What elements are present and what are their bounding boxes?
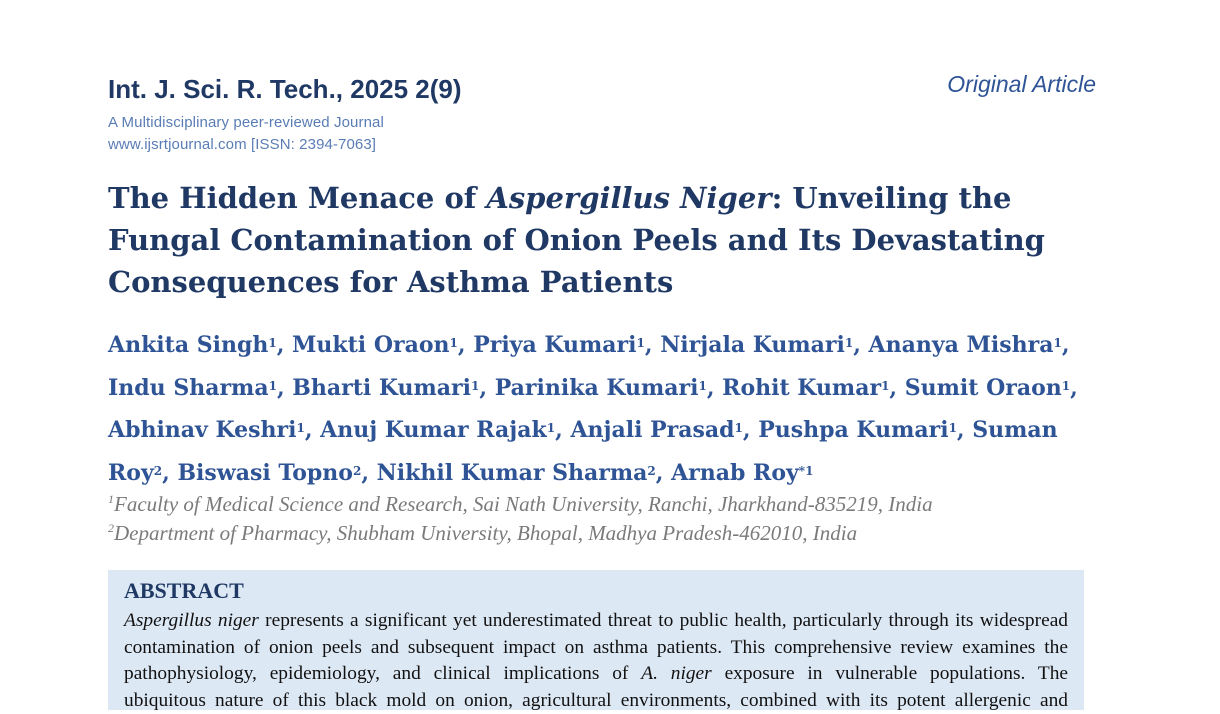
abstract-line-1-text: represents a significant yet underestimated threat to public health, particularly through its widespread [259, 610, 1068, 631]
affiliation-1-text: Faculty of Medical Science and Research, Sai Nath University, Ranchi, Jharkhand-835219, India [114, 492, 933, 516]
author-name-text: Anjali Prasad [570, 417, 734, 443]
author-affiliation-mark: 1 [735, 421, 743, 435]
author-name-text: Rohit Kumar [722, 375, 881, 401]
title-species: Aspergillus Niger [486, 181, 771, 215]
author-affiliation-mark: 1 [845, 336, 853, 350]
author-affiliation-mark: 1 [1054, 336, 1062, 350]
author-name-text: Nikhil Kumar Sharma [377, 460, 648, 486]
author-name [292, 332, 458, 358]
affiliation-2 [108, 521, 857, 546]
author-affiliation-mark: 1 [881, 379, 889, 393]
author-affiliation-mark: *1 [799, 464, 814, 478]
author-name-text: Nirjala Kumari [660, 332, 845, 358]
author-name [108, 417, 305, 443]
author-name-text: Biswasi Topno [177, 460, 353, 486]
author-name [292, 375, 479, 401]
author-name [660, 332, 853, 358]
author-name [570, 417, 742, 443]
abstract-species-abbrev: A. niger [641, 663, 711, 684]
affiliation-2-number: 2 [108, 521, 114, 535]
author-name-text: Ankita Singh [108, 332, 268, 358]
author-name-text: Pushpa Kumari [758, 417, 948, 443]
author-name-text: Indu Sharma [108, 375, 269, 401]
affiliation-1 [108, 492, 933, 517]
affiliation-2-text: Department of Pharmacy, Shubham University, Bhopal, Madhya Pradesh-462010, India [114, 521, 857, 545]
author-name [495, 375, 707, 401]
abstract-line-3-end: exposure in vulnerable populations. The [712, 663, 1068, 684]
author-name-text: Parinika Kumari [495, 375, 699, 401]
affiliation-1-number: 1 [108, 492, 114, 506]
abstract-line-3-start: pathophysiology, epidemiology, and clinical implications of [124, 663, 641, 684]
title-part-1: The Hidden Menace of [108, 181, 486, 215]
author-affiliation-mark: 1 [269, 379, 277, 393]
author-name [671, 460, 813, 486]
author-name-text: Bharti Kumari [292, 375, 471, 401]
author-affiliation-mark: 1 [471, 379, 479, 393]
author-affiliation-mark: 1 [637, 336, 645, 350]
author-name [108, 332, 277, 358]
author-list: Ankita Singh$^1$, Mukti Oraon$^1$, Priya Kumari$^1$, Nirjala Kumari$^1$, Ananya Mishra$^1$, Indu Sharma$^1$, Bharti Kumari$^1$, Parinika Kumari$^1$, Rohit Kumar$^1$, Sumit Oraon$^1$, Abhinav Keshri$^1$, Anuj Kumar Rajak$^1$, Anjali Prasad$^1$, Pushpa Kumari$^1$, Suman Roy$^2$, Biswasi Topno$^2$, Nikhil Kumar Sharma$^2$, Arnab Roy$^{*1}$ [108, 323, 1088, 493]
author-name-text: Suman Roy [108, 417, 1058, 486]
paper-title [108, 177, 1108, 303]
author-affiliation-mark: 1 [1062, 379, 1070, 393]
author-name-text: Priya Kumari [473, 332, 636, 358]
abstract-body [124, 608, 1068, 714]
author-affiliation-mark: 1 [450, 336, 458, 350]
abstract-line-4: ubiquitous nature of this black mold on onion, agricultural environments, combined with its potent allergenic and [124, 688, 1068, 714]
author-affiliation-mark: 1 [268, 336, 276, 350]
author-name-text: Mukti Oraon [292, 332, 449, 358]
author-affiliation-mark: 2 [647, 464, 655, 478]
author-affiliation-mark: 1 [949, 421, 957, 435]
journal-title: Int. J. Sci. R. Tech., 2025 2(9) [108, 74, 462, 105]
author-name-text: Anuj Kumar Rajak [320, 417, 547, 443]
author-name-text: Arnab Roy [671, 460, 799, 486]
author-name [377, 460, 656, 486]
article-type-label: Original Article [947, 71, 1096, 98]
abstract-heading: ABSTRACT [124, 578, 244, 604]
abstract-line-2: contamination of onion peels and subsequent impact on asthma patients. This comprehensive review examines the [124, 635, 1068, 662]
author-name [177, 460, 361, 486]
author-affiliation-mark: 1 [547, 421, 555, 435]
journal-subtitle: A Multidisciplinary peer-reviewed Journal [108, 114, 384, 131]
abstract-line-1 [124, 608, 1068, 635]
author-name [320, 417, 555, 443]
author-name [758, 417, 957, 443]
author-name [473, 332, 645, 358]
author-name [722, 375, 889, 401]
author-name [905, 375, 1070, 401]
author-name-text: Ananya Mishra [869, 332, 1054, 358]
abstract-box [108, 570, 1084, 710]
abstract-line-3 [124, 661, 1068, 688]
author-affiliation-mark: 1 [698, 379, 706, 393]
journal-website[interactable]: www.ijsrtjournal.com [ISSN: 2394-7063] [108, 136, 376, 153]
author-name [869, 332, 1062, 358]
author-name-text: Abhinav Keshri [108, 417, 296, 443]
title-part-2: : Unveiling the Fungal Contamination of Onion Peels and Its Devastating Consequences for Asthma Patients [108, 181, 1045, 299]
abstract-species: Aspergillus niger [124, 610, 259, 631]
author-affiliation-mark: 2 [353, 464, 361, 478]
author-affiliation-mark: 1 [296, 421, 304, 435]
author-affiliation-mark: 2 [154, 464, 162, 478]
author-name-text: Sumit Oraon [905, 375, 1062, 401]
author-name [108, 375, 277, 401]
